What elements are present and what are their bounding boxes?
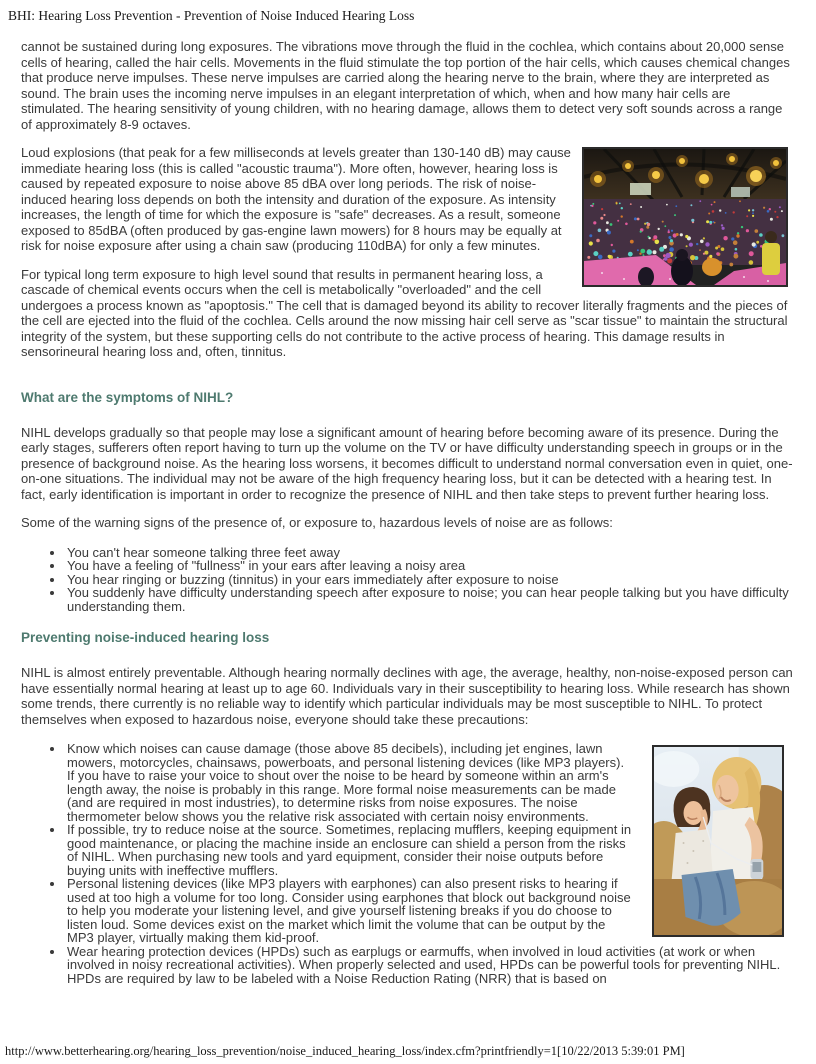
article-body: [21, 39, 796, 998]
concert-crowd-illustration: [584, 149, 786, 285]
projection-screen-left: [630, 183, 651, 195]
child-white-shirt: [672, 829, 713, 879]
precaution-item: • Know which noises can cause damage (those above 85 decibels), including jet engines, lawn mowers, motorcycles, chainsaws, powerboats, and personal listening devices (like MP3 players). If you have to raise your voice to shout over the noise to be heard by someone within an arm's length away, the noise is probably in this range. More formal noise measurements can be made (and are required in most industries), to determine risks from noise exposures. The noise thermometer below shows you the relative risk associated with certain noisy environments.: [65, 742, 796, 823]
browser-print-footer: http://www.betterhearing.org/hearing_loss_prevention/noise_induced_hearing_loss/index.cfm?printfriendly=1[10/22/2013 5:39:01 PM]: [5, 1044, 685, 1058]
warning-sign-item: • You have a feeling of "fullness" in your ears after leaving a noisy area: [65, 559, 796, 573]
paragraph-preventable: NIHL is almost entirely preventable. Although hearing normally declines with age, the average, healthy, non-noise-exposed person can have essentially normal hearing at least up to age 60. Individuals vary in their susceptibility to hearing loss. While research has shown some trends, there currently is no reliable way to identify which particular individuals may be most susceptible to NIHL. To protect themselves when exposed to hazardous noise, everyone should take these precautions:: [21, 665, 793, 727]
warning-sign-item: • You suddenly have difficulty understanding speech after exposure to noise; you can hear people talking but you have difficulty understanding them.: [65, 586, 796, 613]
mother-child-illustration: [654, 747, 782, 935]
heading-preventing: Preventing noise-induced hearing loss: [21, 630, 270, 645]
mother-child-photo: [652, 745, 784, 937]
paragraph-warning-intro: Some of the warning signs of the presence of, or exposure to, hazardous levels of noise are as follows:: [21, 515, 613, 530]
paragraph-long-term: For typical long term exposure to high level sound that results in permanent hearing loss, a cascade of chemical events occurs when the cell is metabolically "overloaded" and the cell undergoes a process known as "apoptosis." The cell that is damaged beyond its ability to recover literally fragments and the pieces of the cell are ejected into the fluid of the cochlea. Cells around the now missing hair cell serve as "scar tissue" to maintain the structural integrity of the system, but these supporting cells do not contribute to the active process of hearing. This damage results in sensorineural hearing loss and, often, tinnitus.: [21, 266, 788, 359]
heading-symptoms: What are the symptoms of NIHL?: [21, 389, 234, 405]
browser-print-header: BHI: Hearing Loss Prevention - Prevention of Noise Induced Hearing Loss: [8, 8, 415, 23]
warning-sign-item: • You hear ringing or buzzing (tinnitus) in your ears immediately after exposure to noise: [65, 573, 796, 587]
concert-crowd-photo: [582, 147, 788, 287]
section-exposure: [21, 145, 796, 373]
precaution-item: • Wear hearing protection devices (HPDs) such as earplugs or earmuffs, when involved in loud activities (at work or when involved in noisy recreational activities). When properly selected and used, HPDs can be powerful tools for preventing NIHL. HPDs are required by law to be labeled with a Noise Reduction Rating (NRR) that is based on: [65, 945, 796, 986]
print-page: [0, 8, 816, 1064]
jeans: [682, 869, 741, 926]
paragraph-nihl-develops: NIHL develops gradually so that people may lose a significant amount of hearing before becoming aware of its presence. During the early stages, sufferers often report having to turn up the volume on the TV or have difficulty understanding speech in groups or in the presence of background noise. As the hearing loss worsens, it becomes difficult to understand normal conversation even in quiet, one-on-one situations. The individual may not be aware of the high frequency hearing loss, but it can be detected with a hearing test. In fact, early identification is important in order to recognize the presence of NIHL and then take steps to prevent further hearing loss.: [21, 424, 793, 502]
warning-sign-item: • You can't hear someone talking three feet away: [65, 546, 796, 560]
paragraph-loud-explosions: Loud explosions (that peak for a few milliseconds at levels greater than 130-140 dB) may cause immediate hearing loss (this is called "acoustic trauma"). More often, however, hearing loss is caused by repeated exposure to noise above 85 dBA over long periods. The risk of noise-induced hearing loss depends on both the intensity and duration of the exposure. As intensity increases, the length of time for which the exposure is "safe" decreases. As a result, someone exposed to 85dBA (often produced by gas-engine lawn mowers) for 8 hours may be equally at risk for noise exposure after using a chain saw (producing 110dBA) for only a few minutes.: [21, 145, 571, 253]
paragraph-intro: cannot be sustained during long exposures. The vibrations move through the fluid in the cochlea, which contains about 20,000 sense cells of hearing, called the hair cells. Movements in the fluid stimulate the top portion of the hair cells, which causes chemical changes that produce nerve impulses. These nerve impulses are carried along the hearing nerve to the brain, where they are interpreted as sound. The brain uses the incoming nerve impulses in an elegant interpretation of which, when and how many hair cells are stimulated. The hearing sensitivity of young children, with no hearing damage, allows them to detect very soft sounds across a range of approximately 8-9 octaves.: [21, 39, 790, 132]
warning-signs-list: [21, 546, 796, 614]
section-precautions: [21, 742, 796, 998]
precaution-item: • If possible, try to reduce noise at the source. Sometimes, replacing mufflers, keeping equipment in good maintenance, or placing the machine inside an enclosure can shield a person from the risks of NIHL. When purchasing new tools and yard equipment, consider their noise outputs before buying units with ineffective mufflers.: [65, 823, 796, 877]
precaution-item: • Personal listening devices (like MP3 players with earphones) can also present risks to hearing if used at too high a volume for too long. Consider using earphones that block out background noise to help you moderate your listening level, and give yourself listening breaks if you do choose to listen loud. Some devices exist on the market which limit the volume that can be output by the MP3 player, virtually making them kid-proof.: [65, 877, 796, 945]
mother-figure: [709, 757, 763, 879]
projection-screen-right: [731, 187, 750, 197]
